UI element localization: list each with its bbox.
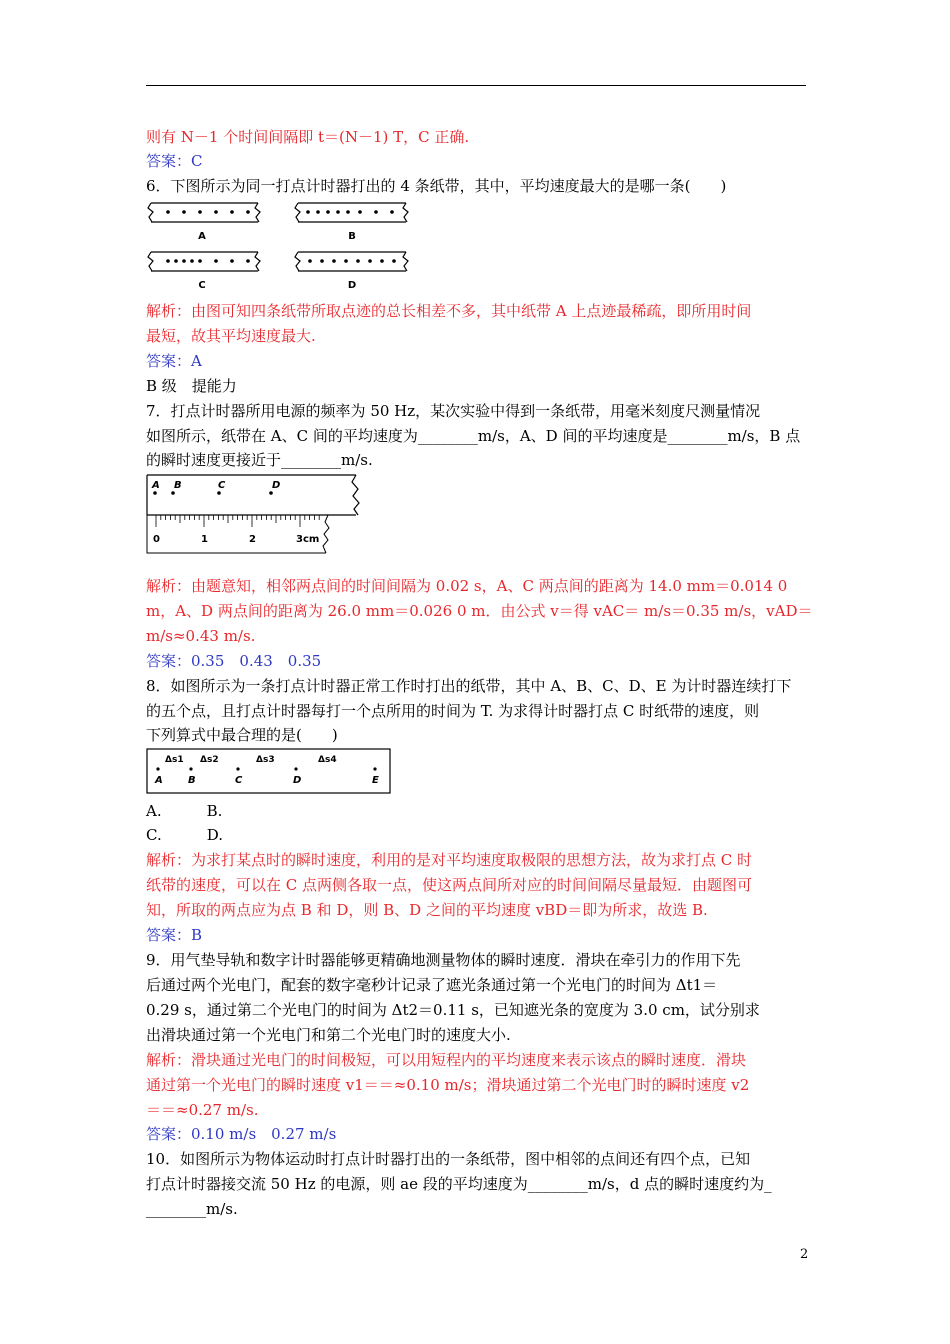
point-a-label: A xyxy=(152,480,160,491)
q8-point-c: C xyxy=(235,775,243,786)
q8-interval-1: Δs1 xyxy=(165,755,184,765)
q7-answer: 答案：0.35 0.43 0.35 xyxy=(146,652,322,670)
q9-analysis-line-3: ＝＝≈0.27 m/s. xyxy=(146,1101,259,1119)
q8-point-a: A xyxy=(155,775,163,786)
q6-stem: 6．下图所示为同一打点计时器打出的 4 条纸带，其中，平均速度最大的是哪一条( ) xyxy=(146,177,727,195)
q7-analysis-line-1: 解析：由题意知，相邻两点间的时间间隔为 0.02 s，A、C 两点间的距离为 14.0 mm＝0.014 0 xyxy=(146,577,788,595)
q8-analysis-line-3: 知，所取的两点应为点 B 和 D，则 B、D 之间的平均速度 vBD＝即为所求，故选 B. xyxy=(146,901,708,919)
ruler-label-3cm: 3cm xyxy=(296,534,320,545)
q7-ruler-figure xyxy=(146,473,361,555)
q8-stem-line-3: 下列算式中最合理的是( ) xyxy=(146,726,338,744)
tape-d xyxy=(295,252,408,271)
q9-analysis-line-1: 解析：滑块通过光电门的时间极短，可以用短程内的平均速度来表示该点的瞬时速度．滑块 xyxy=(146,1051,747,1069)
q7-analysis-line-3: m/s≈0.43 m/s. xyxy=(146,627,256,645)
q9-stem-line-2: 后通过两个光电门，配套的数字毫秒计记录了遮光条通过第一个光电门的时间为 Δt1＝ xyxy=(146,976,718,994)
q8-point-b: B xyxy=(188,775,196,786)
tape-points xyxy=(153,491,273,495)
tape-c xyxy=(148,252,260,271)
q8-point-d: D xyxy=(293,775,302,786)
q8-stem-line-2: 的五个点，且打点计时器每打一个点所用的时间为 T. 为求得计时器打点 C 时纸带的速度，则 xyxy=(146,702,760,720)
point-c-label: C xyxy=(218,480,226,491)
q7-stem-line-2: 如图所示，纸带在 A、C 间的平均速度为________m/s，A、D 间的平均速度是________m/s，B 点 xyxy=(146,427,801,445)
q8-tape-figure xyxy=(146,748,392,795)
q7-stem-line-1: 7．打点计时器所用电源的频率为 50 Hz，某次实验中得到一条纸带，用毫米刻度尺测量情况 xyxy=(146,402,761,420)
ruler-label-1: 1 xyxy=(201,534,208,545)
tape-label-b: B xyxy=(348,231,356,242)
tape-label-c: C xyxy=(198,280,206,291)
ruler-ticks xyxy=(156,515,319,527)
tape-d-dots xyxy=(308,259,396,263)
q8-analysis-line-2: 纸带的速度，可以在 C 点两侧各取一点，使这两点间所对应的时间间隔尽量最短．由题图可 xyxy=(146,876,753,894)
q7-stem-line-3: 的瞬时速度更接近于________m/s. xyxy=(146,451,373,469)
q6-analysis-line-2: 最短，故其平均速度最大. xyxy=(146,327,316,345)
q8-analysis-line-1: 解析：为求打某点时的瞬时速度，利用的是对平均速度取极限的思想方法，故为求打点 C 时 xyxy=(146,851,753,869)
ruler-label-0: 0 xyxy=(153,534,160,545)
q10-stem-line-2: 打点计时器接交流 50 Hz 的电源，则 ae 段的平均速度为________m/s，d 点的瞬时速度约为_ xyxy=(146,1175,772,1193)
q9-answer: 答案：0.10 m/s 0.27 m/s xyxy=(146,1125,337,1143)
q8-interval-3: Δs3 xyxy=(256,755,275,765)
q8-answer: 答案：B xyxy=(146,926,203,944)
q6-analysis-line-1: 解析：由图可知四条纸带所取点迹的总长相差不多，其中纸带 A 上点迹最稀疏，即所用时间 xyxy=(146,302,752,320)
q6-tapes-figure xyxy=(146,200,416,296)
tape-label-d: D xyxy=(347,280,357,291)
q9-analysis-line-2: 通过第一个光电门的瞬时速度 v1＝＝≈0.10 m/s；滑块通过第二个光电门时的瞬时速度 v2 xyxy=(146,1076,750,1094)
q8-options-ab: A. B. xyxy=(146,802,223,820)
q9-stem-line-1: 9．用气垫导轨和数字计时器能够更精确地测量物体的瞬时速度．滑块在牵引力的作用下先 xyxy=(146,951,741,969)
q10-stem-line-1: 10．如图所示为物体运动时打点计时器打出的一条纸带，图中相邻的点间还有四个点，已知 xyxy=(146,1150,751,1168)
q9-stem-line-3: 0.29 s，通过第二个光电门的时间为 Δt2＝0.11 s，已知遮光条的宽度为 3.0 cm，试分别求 xyxy=(146,1001,760,1019)
point-b-label: B xyxy=(174,480,182,491)
q5-conclusion: 则有 N－1 个时间间隔即 t＝(N－1) T，C 正确. xyxy=(146,128,470,146)
q8-options-cd: C. D. xyxy=(146,826,223,844)
level-b-heading: B 级 提能力 xyxy=(146,377,237,395)
q7-analysis-line-2: m，A、D 两点间的距离为 26.0 mm＝0.026 0 m．由公式 v＝得 vAC＝ m/s＝0.35 m/s，vAD＝ xyxy=(146,602,813,620)
ruler-label-2: 2 xyxy=(249,534,256,545)
tape-b-dots xyxy=(306,210,394,214)
tape-a-dots xyxy=(166,210,250,214)
q10-stem-line-3: ________m/s. xyxy=(146,1200,238,1218)
q8-stem-line-1: 8．如图所示为一条打点计时器正常工作时打出的纸带，其中 A、B、C、D、E 为计时器连续打下 xyxy=(146,677,792,695)
header-rule xyxy=(146,85,806,86)
point-d-label: D xyxy=(272,480,281,491)
q8-point-e: E xyxy=(372,775,379,786)
q8-interval-2: Δs2 xyxy=(200,755,219,765)
q5-answer: 答案：C xyxy=(146,152,203,170)
page-number: 2 xyxy=(800,1247,809,1262)
q8-interval-4: Δs4 xyxy=(318,755,337,765)
tape-a xyxy=(148,203,260,222)
q9-stem-line-4: 出滑块通过第一个光电门和第二个光电门时的速度大小. xyxy=(146,1026,511,1044)
tape-label-a: A xyxy=(198,231,206,242)
q6-answer: 答案：A xyxy=(146,352,202,370)
tape-c-dots xyxy=(166,259,250,263)
